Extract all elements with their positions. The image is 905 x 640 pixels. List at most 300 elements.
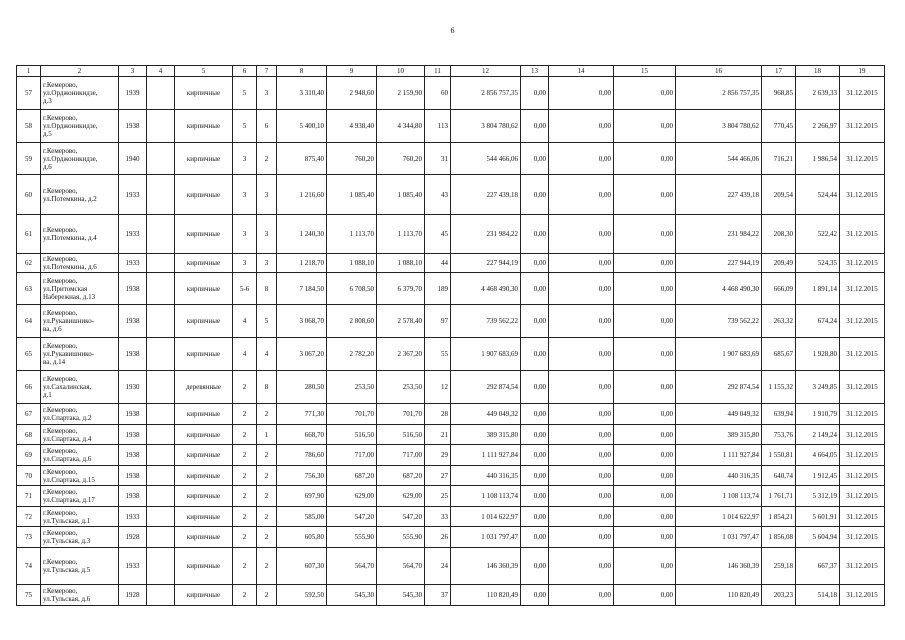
col18-cell: 1 986,54 xyxy=(796,143,840,175)
row-number-cell: 64 xyxy=(17,305,41,338)
cost-col14-cell: 0,00 xyxy=(549,548,614,585)
floors-cell: 2 xyxy=(233,585,257,606)
col18-cell: 524,44 xyxy=(796,175,840,215)
cost-col14-cell: 0,00 xyxy=(549,273,614,305)
cost-col15-cell: 0,00 xyxy=(614,215,676,254)
row-number-cell: 72 xyxy=(17,507,41,527)
column-header-19: 19 xyxy=(840,66,885,77)
entrances-cell: 2 xyxy=(257,527,277,548)
area-cell: 701,70 xyxy=(377,404,425,425)
cost-col16-cell: 227 439,18 xyxy=(676,175,762,215)
col4-cell xyxy=(147,507,175,527)
col18-cell: 1 891,14 xyxy=(796,273,840,305)
address-line: ул.Притомская xyxy=(43,284,88,293)
cost-col16-cell: 1 108 113,74 xyxy=(676,486,762,507)
cost-col15-cell: 0,00 xyxy=(614,175,676,215)
residents-cell: 55 xyxy=(425,338,451,371)
year-cell: 1938 xyxy=(119,486,147,507)
total-area-cell: 1 218,70 xyxy=(277,254,327,273)
residents-cell: 21 xyxy=(425,425,451,445)
column-header-13: 13 xyxy=(521,66,549,77)
address-line: ул.Рукавишнико- xyxy=(43,350,95,358)
col18-cell: 2 266,97 xyxy=(796,110,840,143)
address-line: ул.Тульская, д.3 xyxy=(43,537,91,545)
total-area-cell: 280,50 xyxy=(277,371,327,404)
address-cell xyxy=(41,404,119,425)
address-line: ул.Рукавишнико- xyxy=(43,317,95,325)
address-cell xyxy=(41,110,119,143)
cost-col16-cell: 2 856 757,35 xyxy=(676,77,762,110)
wall-material-cell: деревянные xyxy=(175,371,233,404)
deadline-date-cell: 31.12.2015 xyxy=(840,548,885,585)
cost-col15-cell: 0,00 xyxy=(614,143,676,175)
address-line: ул.Спартака, д.15 xyxy=(43,475,95,484)
area-cell: 564,70 xyxy=(377,548,425,585)
address-line: г.Кемерово, xyxy=(43,587,78,595)
total-area-cell: 786,60 xyxy=(277,445,327,466)
col18-cell: 4 664,05 xyxy=(796,445,840,466)
per-sqm-cell: 208,30 xyxy=(762,215,796,254)
cost-col14-cell: 0,00 xyxy=(549,77,614,110)
floors-cell: 4 xyxy=(233,305,257,338)
cost-col16-cell: 227 944,19 xyxy=(676,254,762,273)
row-number-cell: 68 xyxy=(17,425,41,445)
cost-col15-cell: 0,00 xyxy=(614,548,676,585)
wall-material-cell: кирпичные xyxy=(175,507,233,527)
entrances-cell: 4 xyxy=(257,338,277,371)
address-cell xyxy=(41,215,119,254)
area-cell: 253,50 xyxy=(377,371,425,404)
living-area-cell: 555,90 xyxy=(327,527,377,548)
per-sqm-cell: 1 856,08 xyxy=(762,527,796,548)
per-sqm-cell: 1 550,81 xyxy=(762,445,796,466)
residents-cell: 113 xyxy=(425,110,451,143)
address-line: ул.Орджоникидзе, xyxy=(43,122,98,130)
residents-cell: 97 xyxy=(425,305,451,338)
deadline-date-cell: 31.12.2015 xyxy=(840,404,885,425)
area-cell: 4 344,80 xyxy=(377,110,425,143)
table-body xyxy=(17,77,885,606)
address-line: г.Кемерово, xyxy=(43,255,78,263)
cost-total-cell: 1 907 683,69 xyxy=(451,338,521,371)
residents-cell: 33 xyxy=(425,507,451,527)
address-line: д.3 xyxy=(43,97,52,105)
col18-cell: 514,18 xyxy=(796,585,840,606)
cost-col13-cell: 0,00 xyxy=(521,404,549,425)
cost-col14-cell: 0,00 xyxy=(549,404,614,425)
area-cell: 629,00 xyxy=(377,486,425,507)
address-line: ва, д.14 xyxy=(43,358,66,366)
year-cell: 1933 xyxy=(119,548,147,585)
address-cell xyxy=(41,486,119,507)
address-line: Набережная, д.13 xyxy=(43,292,96,301)
residents-cell: 31 xyxy=(425,143,451,175)
deadline-date-cell: 31.12.2015 xyxy=(840,338,885,371)
col4-cell xyxy=(147,425,175,445)
year-cell: 1933 xyxy=(119,254,147,273)
per-sqm-cell: 1 854,21 xyxy=(762,507,796,527)
address-line: г.Кемерово, xyxy=(43,146,78,155)
cost-total-cell: 389 315,80 xyxy=(451,425,521,445)
year-cell: 1940 xyxy=(119,143,147,175)
cost-col14-cell: 0,00 xyxy=(549,175,614,215)
row-number-cell: 69 xyxy=(17,445,41,466)
col4-cell xyxy=(147,175,175,215)
column-header-14: 14 xyxy=(549,66,614,77)
address-line: г.Кемерово, xyxy=(43,426,78,435)
entrances-cell: 2 xyxy=(257,507,277,527)
col4-cell xyxy=(147,466,175,486)
column-header-18: 18 xyxy=(796,66,840,77)
cost-col13-cell: 0,00 xyxy=(521,77,549,110)
per-sqm-cell: 770,45 xyxy=(762,110,796,143)
address-cell xyxy=(41,425,119,445)
year-cell: 1933 xyxy=(119,215,147,254)
year-cell: 1938 xyxy=(119,404,147,425)
wall-material-cell: кирпичные xyxy=(175,273,233,305)
cost-col13-cell: 0,00 xyxy=(521,585,549,606)
deadline-date-cell: 31.12.2015 xyxy=(840,445,885,466)
cost-col13-cell: 0,00 xyxy=(521,273,549,305)
address-line: д.1 xyxy=(43,391,52,399)
area-cell: 2 367,20 xyxy=(377,338,425,371)
address-line: ул.Тульская, д.5 xyxy=(43,566,91,574)
floors-cell: 2 xyxy=(233,548,257,585)
col18-cell: 5 601,91 xyxy=(796,507,840,527)
col18-cell: 1 928,80 xyxy=(796,338,840,371)
col4-cell xyxy=(147,527,175,548)
living-area-cell: 1 088,10 xyxy=(327,254,377,273)
wall-material-cell: кирпичные xyxy=(175,143,233,175)
cost-col16-cell: 3 804 780,62 xyxy=(676,110,762,143)
floors-cell: 5 xyxy=(233,77,257,110)
deadline-date-cell: 31.12.2015 xyxy=(840,110,885,143)
total-area-cell: 592,50 xyxy=(277,585,327,606)
cost-total-cell: 544 466,06 xyxy=(451,143,521,175)
living-area-cell: 545,30 xyxy=(327,585,377,606)
cost-total-cell: 146 360,39 xyxy=(451,548,521,585)
total-area-cell: 5 400,10 xyxy=(277,110,327,143)
cost-col14-cell: 0,00 xyxy=(549,527,614,548)
address-line: ул.Спартака, д.2 xyxy=(43,414,92,422)
cost-total-cell: 2 856 757,35 xyxy=(451,77,521,110)
cost-col15-cell: 0,00 xyxy=(614,404,676,425)
col4-cell xyxy=(147,215,175,254)
cost-col13-cell: 0,00 xyxy=(521,338,549,371)
cost-total-cell: 1 014 622,97 xyxy=(451,507,521,527)
cost-total-cell: 3 804 780,62 xyxy=(451,110,521,143)
per-sqm-cell: 259,18 xyxy=(762,548,796,585)
address-line: г.Кемерово, xyxy=(43,529,78,537)
floors-cell: 2 xyxy=(233,507,257,527)
row-number-cell: 60 xyxy=(17,175,41,215)
column-header-12: 12 xyxy=(451,66,521,77)
table-row xyxy=(17,338,885,371)
total-area-cell: 1 216,60 xyxy=(277,175,327,215)
address-line: г.Кемерово, xyxy=(43,558,78,566)
residents-cell: 29 xyxy=(425,445,451,466)
address-line: г.Кемерово, xyxy=(43,447,78,455)
deadline-date-cell: 31.12.2015 xyxy=(840,143,885,175)
floors-cell: 2 xyxy=(233,486,257,507)
per-sqm-cell: 968,85 xyxy=(762,77,796,110)
residents-cell: 28 xyxy=(425,404,451,425)
per-sqm-cell: 263,32 xyxy=(762,305,796,338)
cost-col14-cell: 0,00 xyxy=(549,305,614,338)
area-cell: 2 159,90 xyxy=(377,77,425,110)
living-area-cell: 687,20 xyxy=(327,466,377,486)
cost-col16-cell: 231 984,22 xyxy=(676,215,762,254)
col18-cell: 522,42 xyxy=(796,215,840,254)
housing-register-table xyxy=(16,65,885,606)
floors-cell: 5-6 xyxy=(233,273,257,305)
address-line: ул.Потемкина, д.2 xyxy=(43,194,97,203)
wall-material-cell: кирпичные xyxy=(175,548,233,585)
address-cell xyxy=(41,466,119,486)
area-cell: 1 085,40 xyxy=(377,175,425,215)
year-cell: 1938 xyxy=(119,110,147,143)
cost-col16-cell: 1 031 797,47 xyxy=(676,527,762,548)
column-header-17: 17 xyxy=(762,66,796,77)
cost-col16-cell: 389 315,80 xyxy=(676,425,762,445)
living-area-cell: 701,70 xyxy=(327,404,377,425)
total-area-cell: 756,30 xyxy=(277,466,327,486)
floors-cell: 3 xyxy=(233,215,257,254)
column-header-7: 7 xyxy=(257,66,277,77)
entrances-cell: 8 xyxy=(257,273,277,305)
address-cell xyxy=(41,338,119,371)
row-number-cell: 70 xyxy=(17,466,41,486)
row-number-cell: 63 xyxy=(17,273,41,305)
address-line: г.Кемерово, xyxy=(43,375,78,383)
year-cell: 1938 xyxy=(119,466,147,486)
wall-material-cell: кирпичные xyxy=(175,466,233,486)
row-number-cell: 75 xyxy=(17,585,41,606)
total-area-cell: 3 068,70 xyxy=(277,305,327,338)
address-line: ул.Орджоникидзе, xyxy=(43,89,98,97)
table-row xyxy=(17,466,885,486)
cost-col14-cell: 0,00 xyxy=(549,425,614,445)
cost-col16-cell: 544 466,06 xyxy=(676,143,762,175)
entrances-cell: 2 xyxy=(257,466,277,486)
col18-cell: 5 604,94 xyxy=(796,527,840,548)
floors-cell: 2 xyxy=(233,404,257,425)
row-number-cell: 66 xyxy=(17,371,41,404)
address-line: ул.Спартака, д.6 xyxy=(43,455,92,463)
address-line: г.Кемерово, xyxy=(43,114,78,122)
column-header-6: 6 xyxy=(233,66,257,77)
floors-cell: 2 xyxy=(233,527,257,548)
per-sqm-cell: 666,09 xyxy=(762,273,796,305)
area-cell: 687,20 xyxy=(377,466,425,486)
residents-cell: 45 xyxy=(425,215,451,254)
residents-cell: 43 xyxy=(425,175,451,215)
col4-cell xyxy=(147,548,175,585)
year-cell: 1938 xyxy=(119,338,147,371)
area-cell: 6 379,70 xyxy=(377,273,425,305)
table-row xyxy=(17,425,885,445)
column-header-15: 15 xyxy=(614,66,676,77)
row-number-cell: 65 xyxy=(17,338,41,371)
per-sqm-cell: 209,54 xyxy=(762,175,796,215)
cost-col14-cell: 0,00 xyxy=(549,466,614,486)
residents-cell: 24 xyxy=(425,548,451,585)
row-number-cell: 71 xyxy=(17,486,41,507)
cost-col16-cell: 1 014 622,97 xyxy=(676,507,762,527)
col4-cell xyxy=(147,254,175,273)
table-row xyxy=(17,585,885,606)
living-area-cell: 717,00 xyxy=(327,445,377,466)
cost-col14-cell: 0,00 xyxy=(549,445,614,466)
year-cell: 1930 xyxy=(119,371,147,404)
table-row xyxy=(17,110,885,143)
total-area-cell: 3 067,20 xyxy=(277,338,327,371)
address-line: г.Кемерово, xyxy=(43,488,78,496)
total-area-cell: 605,80 xyxy=(277,527,327,548)
cost-col15-cell: 0,00 xyxy=(614,110,676,143)
cost-col13-cell: 0,00 xyxy=(521,254,549,273)
cost-col14-cell: 0,00 xyxy=(549,585,614,606)
living-area-cell: 6 708,50 xyxy=(327,273,377,305)
wall-material-cell: кирпичные xyxy=(175,215,233,254)
per-sqm-cell: 639,94 xyxy=(762,404,796,425)
deadline-date-cell: 31.12.2015 xyxy=(840,486,885,507)
cost-col16-cell: 440 316,35 xyxy=(676,466,762,486)
address-line: г.Кемерово, xyxy=(43,342,78,350)
column-number-row xyxy=(17,66,885,77)
per-sqm-cell: 685,67 xyxy=(762,338,796,371)
cost-col14-cell: 0,00 xyxy=(549,371,614,404)
total-area-cell: 668,70 xyxy=(277,425,327,445)
cost-col13-cell: 0,00 xyxy=(521,371,549,404)
address-line: д.6 xyxy=(43,162,52,171)
deadline-date-cell: 31.12.2015 xyxy=(840,425,885,445)
cost-total-cell: 1 031 797,47 xyxy=(451,527,521,548)
address-line: ул.Потемкина, д.4 xyxy=(43,234,97,242)
total-area-cell: 3 310,40 xyxy=(277,77,327,110)
address-line: г.Кемерово, xyxy=(43,276,78,285)
entrances-cell: 2 xyxy=(257,445,277,466)
entrances-cell: 2 xyxy=(257,404,277,425)
row-number-cell: 74 xyxy=(17,548,41,585)
row-number-cell: 58 xyxy=(17,110,41,143)
living-area-cell: 1 085,40 xyxy=(327,175,377,215)
floors-cell: 3 xyxy=(233,175,257,215)
deadline-date-cell: 31.12.2015 xyxy=(840,507,885,527)
col4-cell xyxy=(147,445,175,466)
cost-col14-cell: 0,00 xyxy=(549,486,614,507)
area-cell: 516,50 xyxy=(377,425,425,445)
col18-cell: 674,24 xyxy=(796,305,840,338)
cost-col14-cell: 0,00 xyxy=(549,338,614,371)
cost-col14-cell: 0,00 xyxy=(549,507,614,527)
column-header-5: 5 xyxy=(175,66,233,77)
address-line: ул.Тульская, д.6 xyxy=(43,595,91,603)
cost-col15-cell: 0,00 xyxy=(614,486,676,507)
column-header-8: 8 xyxy=(277,66,327,77)
cost-col13-cell: 0,00 xyxy=(521,445,549,466)
floors-cell: 3 xyxy=(233,143,257,175)
cost-col15-cell: 0,00 xyxy=(614,305,676,338)
cost-col16-cell: 292 874,54 xyxy=(676,371,762,404)
row-number-cell: 59 xyxy=(17,143,41,175)
wall-material-cell: кирпичные xyxy=(175,425,233,445)
wall-material-cell: кирпичные xyxy=(175,404,233,425)
address-cell xyxy=(41,273,119,305)
deadline-date-cell: 31.12.2015 xyxy=(840,215,885,254)
cost-col16-cell: 739 562,22 xyxy=(676,305,762,338)
residents-cell: 12 xyxy=(425,371,451,404)
column-header-16: 16 xyxy=(676,66,762,77)
address-line: д.5 xyxy=(43,130,52,138)
wall-material-cell: кирпичные xyxy=(175,527,233,548)
entrances-cell: 2 xyxy=(257,486,277,507)
col4-cell xyxy=(147,486,175,507)
cost-col15-cell: 0,00 xyxy=(614,585,676,606)
cost-col13-cell: 0,00 xyxy=(521,175,549,215)
table-row xyxy=(17,143,885,175)
cost-col13-cell: 0,00 xyxy=(521,305,549,338)
floors-cell: 2 xyxy=(233,445,257,466)
floors-cell: 5 xyxy=(233,110,257,143)
deadline-date-cell: 31.12.2015 xyxy=(840,527,885,548)
col18-cell: 3 249,85 xyxy=(796,371,840,404)
cost-col14-cell: 0,00 xyxy=(549,254,614,273)
total-area-cell: 697,90 xyxy=(277,486,327,507)
row-number-cell: 73 xyxy=(17,527,41,548)
residents-cell: 25 xyxy=(425,486,451,507)
col18-cell: 2 639,33 xyxy=(796,77,840,110)
address-cell xyxy=(41,371,119,404)
address-line: ул.Орджоникидзе, xyxy=(43,154,98,163)
per-sqm-cell: 753,76 xyxy=(762,425,796,445)
col4-cell xyxy=(147,273,175,305)
residents-cell: 44 xyxy=(425,254,451,273)
table-row xyxy=(17,371,885,404)
floors-cell: 2 xyxy=(233,466,257,486)
wall-material-cell: кирпичные xyxy=(175,338,233,371)
cost-col14-cell: 0,00 xyxy=(549,215,614,254)
total-area-cell: 771,30 xyxy=(277,404,327,425)
entrances-cell: 2 xyxy=(257,585,277,606)
address-line: ул.Тульская, д.1 xyxy=(43,516,91,525)
cost-total-cell: 1 108 113,74 xyxy=(451,486,521,507)
cost-total-cell: 4 468 490,30 xyxy=(451,273,521,305)
residents-cell: 60 xyxy=(425,77,451,110)
floors-cell: 2 xyxy=(233,425,257,445)
deadline-date-cell: 31.12.2015 xyxy=(840,585,885,606)
wall-material-cell: кирпичные xyxy=(175,486,233,507)
entrances-cell: 8 xyxy=(257,371,277,404)
cost-total-cell: 449 049,32 xyxy=(451,404,521,425)
per-sqm-cell: 1 155,32 xyxy=(762,371,796,404)
cost-col13-cell: 0,00 xyxy=(521,507,549,527)
address-cell xyxy=(41,445,119,466)
living-area-cell: 253,50 xyxy=(327,371,377,404)
col18-cell: 667,37 xyxy=(796,548,840,585)
living-area-cell: 2 782,20 xyxy=(327,338,377,371)
table-row xyxy=(17,445,885,466)
cost-col15-cell: 0,00 xyxy=(614,507,676,527)
total-area-cell: 875,40 xyxy=(277,143,327,175)
row-number-cell: 57 xyxy=(17,77,41,110)
cost-col13-cell: 0,00 xyxy=(521,425,549,445)
living-area-cell: 2 808,60 xyxy=(327,305,377,338)
cost-total-cell: 1 111 927,84 xyxy=(451,445,521,466)
entrances-cell: 3 xyxy=(257,254,277,273)
col4-cell xyxy=(147,305,175,338)
address-cell xyxy=(41,305,119,338)
